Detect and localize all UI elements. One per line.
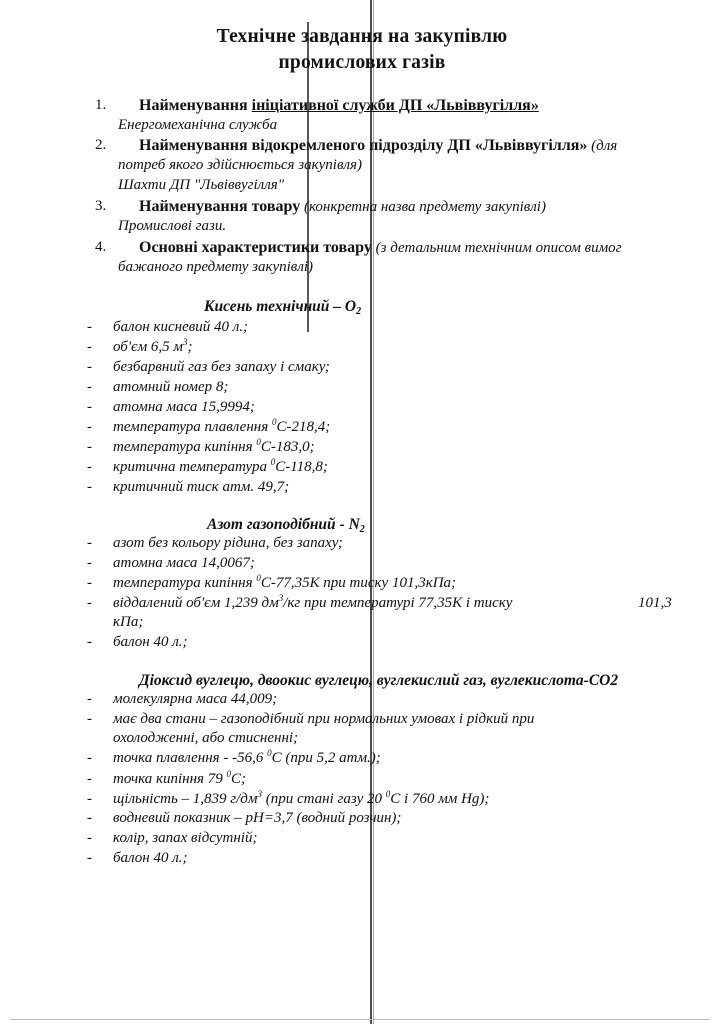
oxygen-item: - атомний номер 8; xyxy=(87,379,229,395)
point-2-heading-line xyxy=(139,136,617,156)
nitrogen-item: - атомна маса 14,0067; xyxy=(87,555,255,571)
nitrogen-item-continuation: кПа; xyxy=(113,614,144,630)
oxygen-item: - безбарвний газ без запаху і смаку; xyxy=(87,359,330,375)
point-2-note-part1: (для xyxy=(591,138,618,154)
point-1-heading-underlined: ініціативної служби ДП «Львіввугілля» xyxy=(251,97,539,114)
point-1-number: 1. xyxy=(95,97,107,113)
oxygen-item: - критичний тиск атм. 49,7; xyxy=(87,479,290,495)
oxygen-item: - атомна маса 15,9994; xyxy=(87,399,255,415)
point-4-note-part2: бажаного предмету закупівлі) xyxy=(118,259,314,275)
nitrogen-section-title: Азот газоподібний - $N_2$ xyxy=(207,516,365,535)
point-3-heading-line xyxy=(139,197,546,217)
nitrogen-item: - балон 40 л.; xyxy=(87,634,188,650)
co2-item: - колір, запах відсутній; xyxy=(87,830,258,846)
co2-item-continuation: охолодженні, або стисненні; xyxy=(113,730,299,746)
oxygen-item: - температура кипіння $^0$С-183,0; xyxy=(87,437,315,455)
point-2-note-part2: потреб якого здійснюється закупівля) xyxy=(118,157,362,173)
oxygen-item: - температура плавлення $^0$С-218,4; xyxy=(87,417,331,435)
nitrogen-item: - віддалений об'єм 1,239 $дм^3/кг$ при температурі 77,35К і тиску xyxy=(87,593,513,611)
point-3-number: 3. xyxy=(95,198,107,214)
oxygen-item: - критична температура $^0$С-118,8; xyxy=(87,457,328,475)
point-1-heading-prefix: Найменування xyxy=(139,97,252,114)
point-1-heading xyxy=(139,96,539,115)
point-2-number: 2. xyxy=(95,137,107,153)
nitrogen-item-value: 101,3 xyxy=(638,595,672,611)
point-3-heading: Найменування товару xyxy=(139,198,301,215)
co2-item: - точка кипіння 79 $^0$С; xyxy=(87,769,247,787)
point-4-heading: Основні характеристики товару xyxy=(139,239,372,256)
page-bottom-edge xyxy=(10,1019,710,1020)
point-3-note: (конкретна назва предмету закупівлі) xyxy=(303,199,546,215)
co2-item: - точка плавлення - -56,6 $^0$С (при 5,2 атм.); xyxy=(87,748,381,766)
co2-item: - має два стани – газоподібний при нормальних умовах і рідкий при xyxy=(87,711,535,727)
co2-item: - щільність – 1,839 $г/дм^3$ (при стані газу 20 $^0$С і 760 мм Hg); xyxy=(87,789,490,807)
co2-item: - водневий показник – рН=3,7 (водний розчин); xyxy=(87,810,402,826)
point-3-answer: Промислові гази. xyxy=(118,218,227,234)
point-4-heading-line xyxy=(139,238,622,258)
oxygen-section-title: Кисень технічний – $О_2$ xyxy=(204,298,362,317)
nitrogen-item: - температура кипіння $^0$С-77,35К при тиску 101,3кПа; xyxy=(87,573,457,591)
point-2-answer: Шахти ДП "Львіввугілля" xyxy=(118,177,285,193)
co2-section-title: Діоксид вуглецю, двоокис вуглецю, вуглекислий газ, вуглекислота-СО2 xyxy=(139,672,619,689)
nitrogen-item: - азот без кольору рідина, без запаху; xyxy=(87,535,343,551)
document-title-line-2: промислових газів xyxy=(278,52,446,73)
co2-item: - молекулярна маса 44,009; xyxy=(87,691,278,707)
oxygen-item: - балон кисневий 40 л.; xyxy=(87,319,249,335)
point-1-answer: Енергомеханічна служба xyxy=(118,117,278,133)
point-4-note-part1: (з детальним технічним описом вимог xyxy=(375,240,622,256)
oxygen-item: - об'єм 6,5 $м^3$; xyxy=(87,337,193,355)
document-title-line-1: Технічне завдання на закупівлю xyxy=(216,26,508,47)
co2-item: - балон 40 л.; xyxy=(87,850,188,866)
point-4-number: 4. xyxy=(95,239,107,255)
point-2-heading: Найменування відокремленого підрозділу ДП «Львіввугілля» xyxy=(139,137,588,154)
